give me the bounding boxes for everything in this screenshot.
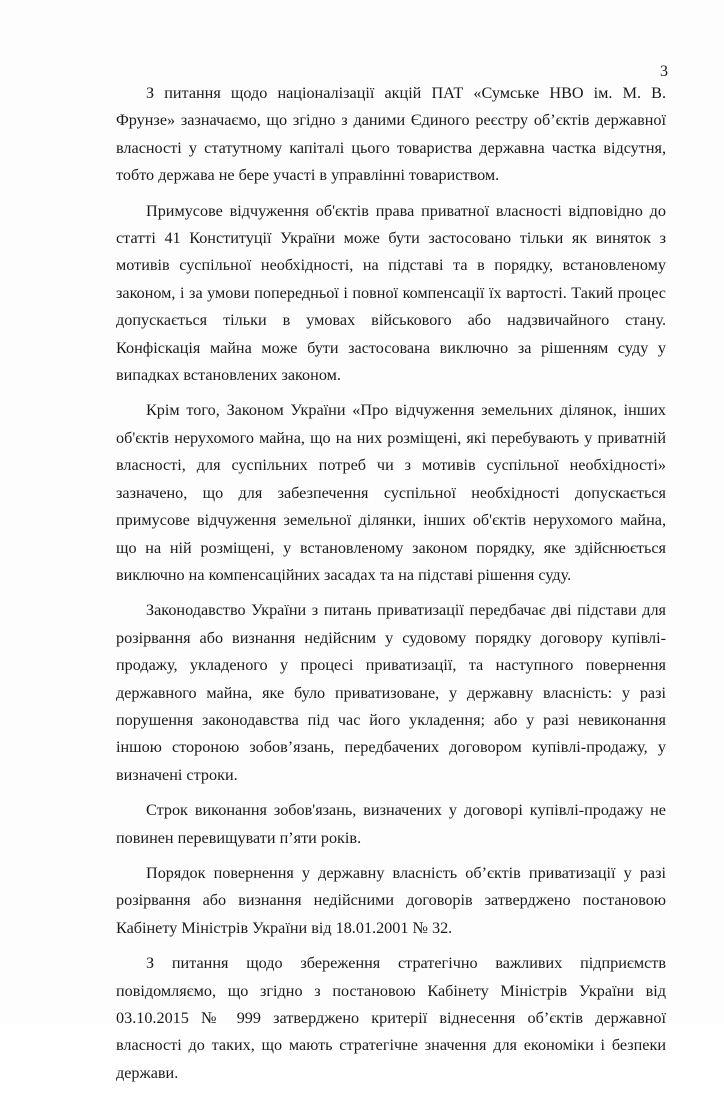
paragraph-nationalization: З питання щодо націоналізації акцій ПАТ «Сумське НВО ім. М. В. Фрунзе» зазначаємо, що згідно з даними Єдиного реєстру об’єктів державної власності у статутному капіталі цього товариства державна частка відсутня, тобто держава не бере участі в управлінні товариством.: [116, 84, 666, 185]
paragraph-strategic-enterprises: З питання щодо збереження стратегічно важливих підприємств повідомляємо, що згідно з постановою Кабінету Міністрів України від 03.10.2015 № 999 затверджено критерії віднесення об’єктів державної власності до таких, що мають стратегічне значення для економіки і безпеки держави.: [116, 954, 666, 1082]
document-body: [116, 80, 666, 1095]
paragraph-privatization-law: Законодавство України з питань приватизації передбачає дві підстави для розірвання або визнання недійсним у судовому порядку договору купівлі-продажу, укладеного у процесі приватизації, та наступного повернення державного майна, яке було приватизоване, у державну власність: у разі порушення законодавства під час його укладення; або у разі невиконання іншою стороною зобов’язань, передбачених договором купівлі-продажу, у визначені строки.: [116, 601, 666, 784]
page-number: 3: [660, 63, 668, 80]
paragraph-land-law: Крім того, Законом України «Про відчуження земельних ділянок, інших об'єктів нерухомого майна, що на них розміщені, які перебувають у приватній власності, для суспільних потреб чи з мотивів суспільної необхідності» зазначено, що для забезпечення суспільної необхідності допускається примусове відчуження земельної ділянки, інших об'єктів нерухомого майна, що на ній розміщені, у встановленому законом порядку, яке здійснюється виключно на компенсаційних засадах та на підставі рішення суду.: [116, 401, 666, 584]
paragraph-forced-alienation: Примусове відчуження об'єктів права приватної власності відповідно до статті 41 Конституції України може бути застосовано тільки як виняток з мотивів суспільної необхідності, на підставі та в порядку, встановленому законом, і за умови попередньої і повної компенсації їх вартості. Такий процес допускається тільки в умовах військового або надзвичайного стану. Конфіскація майна може бути застосована виключно за рішенням суду у випадках встановлених законом.: [116, 201, 666, 385]
paragraph-obligation-term: Строк виконання зобов'язань, визначених у договорі купівлі-продажу не повинен перевищувати п’яти років.: [116, 801, 666, 847]
paragraph-return-procedure: Порядок повернення у державну власність об’єктів приватизації у разі розірвання або визнання недійсними договорів затверджено постановою Кабінету Міністрів України від 18.01.2001 № 32.: [116, 863, 666, 937]
